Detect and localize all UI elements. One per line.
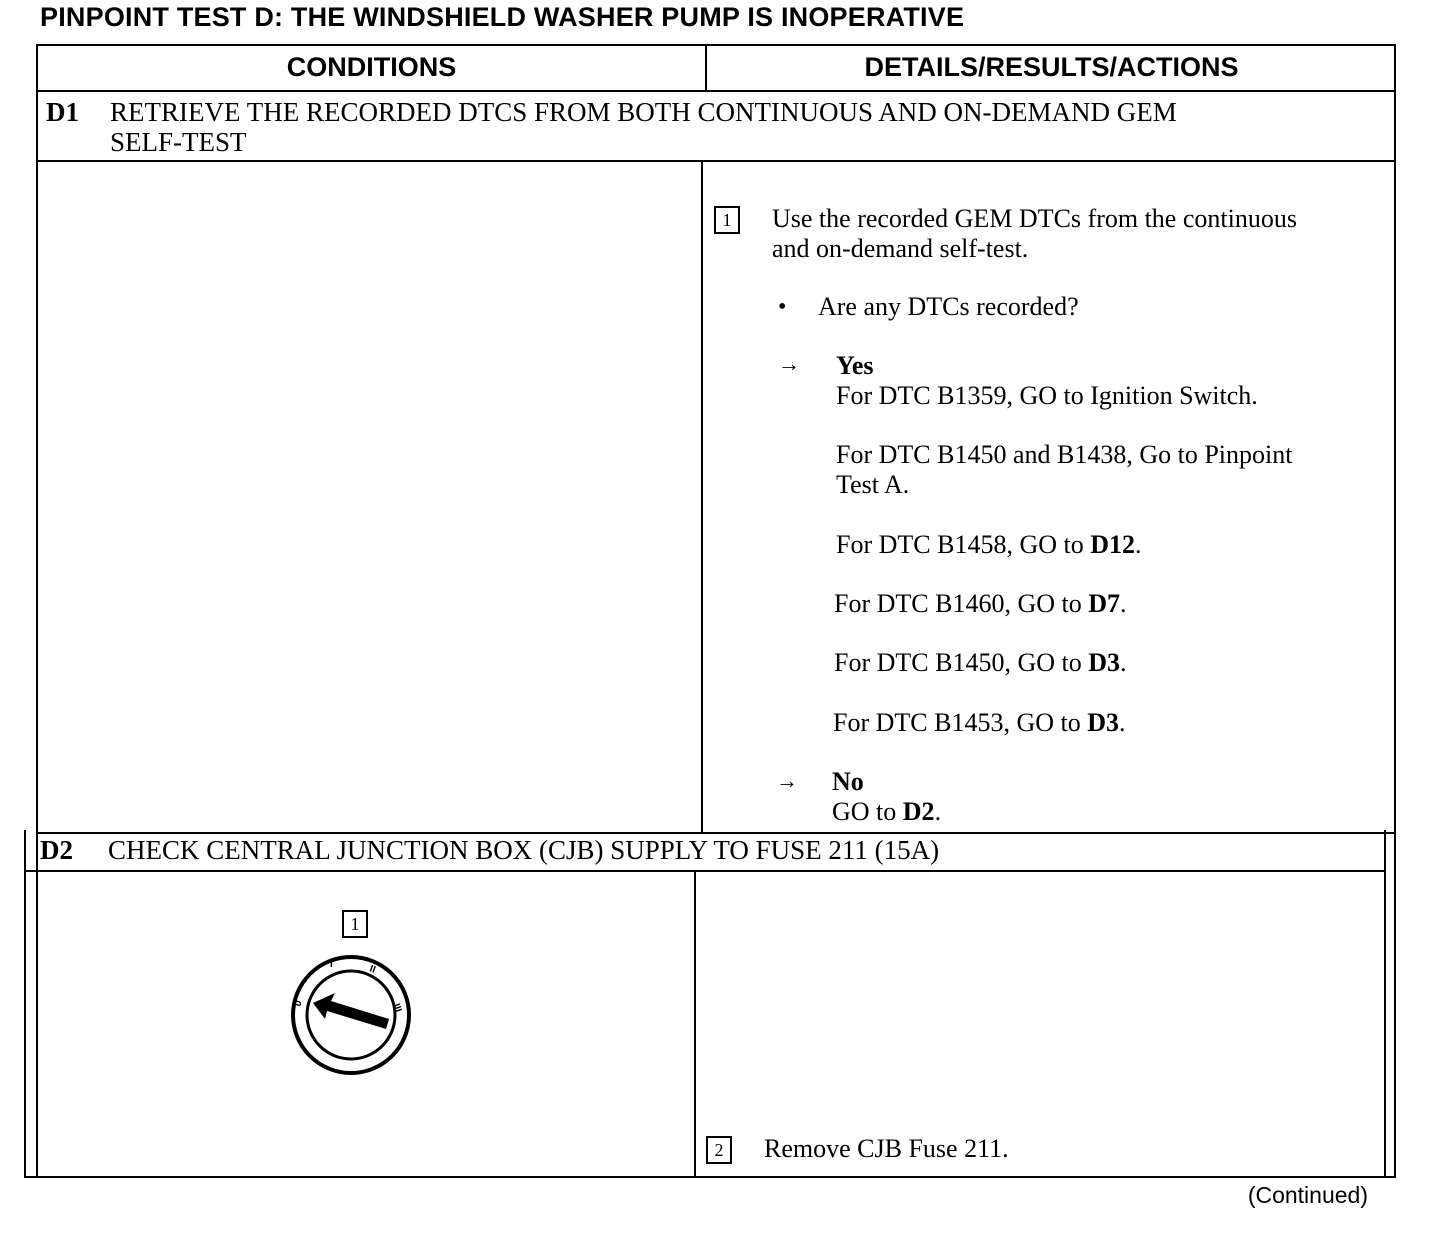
yes-result-1: For DTC B1359, GO to Ignition Switch. bbox=[836, 381, 1258, 410]
step-d2-section bbox=[24, 830, 1386, 1178]
no-label: No bbox=[832, 767, 864, 796]
page-title: PINPOINT TEST D: THE WINDSHIELD WASHER PUMP IS INOPERATIVE bbox=[40, 2, 965, 32]
column-divider-d1 bbox=[701, 160, 703, 832]
step-d2-action-number: 2 bbox=[706, 1136, 732, 1164]
switch-mark-start: III bbox=[390, 1002, 404, 1014]
yes-result-2-line2: Test A. bbox=[836, 470, 910, 499]
no-result: GO to D2. bbox=[832, 797, 942, 826]
yes-label: Yes bbox=[836, 351, 874, 380]
ignition-switch-icon bbox=[285, 905, 417, 1081]
arrow-right-icon: → bbox=[776, 768, 798, 793]
column-divider-d2 bbox=[694, 870, 696, 1176]
step-d2-heading-divider bbox=[26, 870, 1384, 872]
step-d1-heading bbox=[38, 98, 1394, 158]
continued-note: (Continued) bbox=[1247, 1182, 1368, 1208]
step-d1-question: Are any DTCs recorded? bbox=[818, 292, 1079, 321]
step-d2-title: CHECK CENTRAL JUNCTION BOX (CJB) SUPPLY TO FUSE 211 (15A) bbox=[108, 835, 940, 865]
step-d1-heading-divider bbox=[38, 160, 1394, 162]
step-d2-id: D2 bbox=[40, 835, 73, 865]
step-d1-title-line1: RETRIEVE THE RECORDED DTCS FROM BOTH CONTINUOUS AND ON-DEMAND GEM bbox=[110, 97, 1177, 127]
details-column-header: DETAILS/RESULTS/ACTIONS bbox=[864, 52, 1239, 82]
switch-mark-acc: I bbox=[330, 959, 333, 970]
goto-d3-link[interactable]: D3 bbox=[1087, 708, 1120, 737]
conditions-column-header: CONDITIONS bbox=[286, 52, 457, 82]
switch-mark-off: 0 bbox=[292, 999, 305, 1009]
goto-d3-link[interactable]: D3 bbox=[1088, 648, 1121, 677]
step-d1-id: D1 bbox=[46, 97, 79, 127]
figure-number: 1 bbox=[342, 910, 368, 938]
yes-result-4: For DTC B1460, GO to D7. bbox=[834, 589, 1127, 618]
step-d1-action-number: 1 bbox=[714, 206, 740, 234]
arrow-right-icon: → bbox=[778, 351, 800, 376]
goto-d2-link[interactable]: D2 bbox=[902, 797, 935, 826]
yes-result-2-line1: For DTC B1450 and B1438, Go to Pinpoint bbox=[836, 440, 1293, 469]
yes-result-5: For DTC B1450, GO to D3. bbox=[834, 648, 1127, 677]
step-d1-title-line2: SELF-TEST bbox=[110, 127, 247, 157]
goto-d12-link[interactable]: D12 bbox=[1090, 530, 1136, 559]
header-divider bbox=[38, 90, 1394, 92]
step-d2-heading bbox=[26, 836, 1382, 870]
bullet-icon: • bbox=[778, 294, 787, 320]
yes-result-6: For DTC B1453, GO to D3. bbox=[833, 708, 1126, 737]
step-d1-action-line1: Use the recorded GEM DTCs from the continuous bbox=[772, 204, 1297, 233]
switch-mark-run: II bbox=[367, 963, 377, 976]
step-d2-action: Remove CJB Fuse 211. bbox=[764, 1134, 1009, 1163]
step-d1-action-line2: and on-demand self-test. bbox=[772, 234, 1029, 263]
yes-result-3: For DTC B1458, GO to D12. bbox=[836, 530, 1142, 559]
goto-d7-link[interactable]: D7 bbox=[1088, 589, 1121, 618]
